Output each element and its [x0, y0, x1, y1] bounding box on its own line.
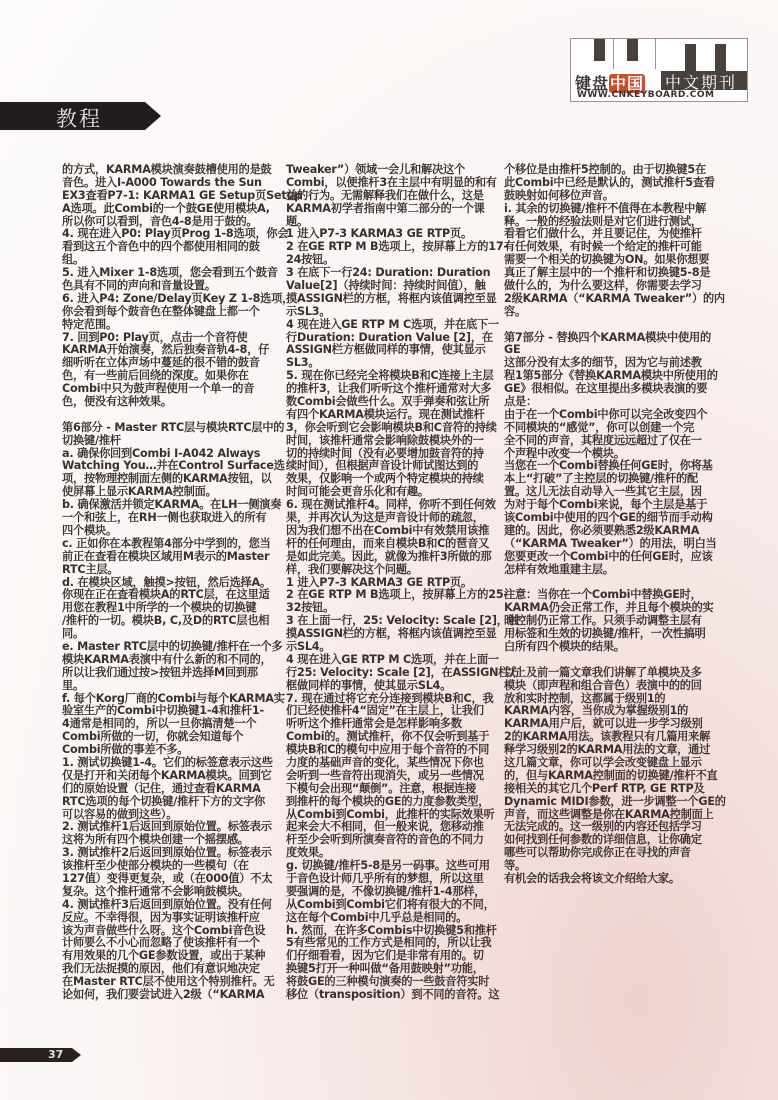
page-number: 37	[48, 1048, 64, 1061]
text-line: 这部分没有太多的细节，因为它与前述教	[504, 356, 702, 370]
text-line: 我们无法捉摸的原因，他们有意识地决定	[62, 962, 260, 976]
text-line: 摸ASSIGN栏的方框，将框内该值调控至显	[286, 291, 497, 305]
text-line: 前正在查看在模块区域用M表示的Master	[62, 549, 270, 563]
text-line: a. 确保你回到Combi I-A042 Always	[62, 446, 261, 460]
text-line: 度效果。	[286, 846, 330, 860]
text-line: 1. 测试切换键1-4。它们的标签意表示这些	[62, 755, 273, 769]
text-line: 这在每个Combi中几乎总是相同的。	[286, 910, 468, 924]
text-line: 时控制仍正常工作。只须手动调整主层有	[504, 614, 702, 628]
text-line: Tweaker”）领域一会儿和解决这个	[286, 163, 465, 176]
text-line: 2. 测试推杆1后返回到原始位置。标签表示	[62, 820, 272, 834]
text-line: 该为声音做些什么呀。这个Combi音色设	[62, 923, 266, 937]
text-line: KARMA开始演奏，然后独奏音轨4-8，仔	[62, 343, 270, 357]
text-line: 换键5打开一种叫做“备用鼓映射”功能，	[286, 962, 484, 976]
text-line: 5. 进入Mixer 1-8选项，您会看到五个鼓音	[62, 266, 278, 280]
text-line: 4 现在进入GE RTP M C选项，并在底下一	[286, 317, 499, 331]
text-line: g. 切换键/推杆5-8是另一码事。这些可用	[286, 859, 490, 873]
text-line: 细听听在立体声场中蔓延的很不错的鼓音	[62, 356, 260, 370]
text-line: Value[2]（持续时间：持续时间值），触	[286, 279, 486, 293]
text-line: 1 进入P7-3 KARMA3 GE RTP页。	[286, 227, 473, 241]
text-line: 6. 进入P4: Zone/Delay页Key Z 1-8选项，	[62, 291, 294, 305]
text-line: 以上及前一篇文章我们讲解了单模块及多	[504, 665, 702, 679]
text-line: 所以你可以看到，音色4-8是用于鼓的。	[62, 214, 258, 228]
text-line: 5. 现在你已经完全将模块B和C连接上主层	[286, 369, 494, 383]
text-line: 果，并再次认为这是声音设计师的疏忽，	[286, 511, 484, 525]
text-line: 该推杆至少使部分模块的一些模句（在	[62, 859, 249, 873]
text-line: 一个和弦上，在RH一侧也获取进入的所有	[62, 511, 267, 525]
text-line: 2 在GE RTP M B选项上，按屏幕上方的25-	[286, 588, 508, 602]
text-line: Combi所做的一切，你就会知道每个	[62, 730, 244, 744]
text-line: 模块（即声程和组合音色）表演中的的回	[504, 678, 702, 692]
text-line: 程1第5部分《替换KARMA模块中所使用的	[504, 369, 718, 383]
text-line: 32按钮。	[286, 601, 335, 615]
text-line: 你现在正在查看模块A的RTC层，在这里适	[62, 588, 270, 602]
text-line: A选项。此Combi的一个鼓GE使用模块A,	[62, 201, 270, 215]
text-line: 看到这五个音色中的四个都使用相同的鼓	[62, 240, 260, 254]
logo-url: WWW.CNKEYBOARD.COM	[577, 90, 715, 100]
page-number-tab	[0, 1048, 72, 1062]
text-line: 下模句会出现“颠倒”。注意，根据连接	[286, 781, 477, 795]
text-line: 7. 现在通过将它充分连接到模块B和C，我	[286, 691, 494, 705]
text-line: 示SL4。	[286, 639, 331, 653]
text-line: 到推杆的每个模块的GE的力度参数类型，	[286, 794, 490, 808]
text-line: 4. 现在进入P0: Play页Prog 1-8选项，你会	[62, 227, 289, 241]
text-line: 为对于每个Combi来说，每个主层是基于	[504, 498, 708, 512]
text-line: 这几篇文章，你可以学会改变键盘上显示	[504, 755, 702, 769]
text-line: Combi所做的事差不多。	[62, 743, 189, 757]
text-line: 2的KARMA用法。该教程只有几篇用来解	[504, 730, 711, 744]
text-line: 有四个KARMA模块运行。现在测试推杆	[286, 407, 485, 421]
text-line: 效果，仅影响一个或两个特定模块的持续	[286, 472, 484, 486]
text-line: 当您在一个Combi替换任何GE时，你将基	[504, 459, 713, 473]
text-line: 哪些可以帮助你完成你正在寻找的声音	[504, 846, 691, 860]
text-line: 有任何效果，有时候一个给定的推杆可能	[504, 240, 702, 254]
text-line: （“KARMA Tweaker”）的用法，明白当	[504, 536, 717, 550]
text-line: 容。	[504, 304, 526, 318]
text-line: Dynamic MIDI参数，进一步调整一个GE的	[504, 794, 726, 808]
text-line: 有用效果的几个GE参数设置，或出于某种	[62, 949, 266, 963]
text-line: 仅是打开和关闭每个KARMA模块。回到它	[62, 768, 272, 782]
text-line: 你会看到每个鼓音色在整体键盘上都一个	[62, 304, 260, 318]
text-line: 论如何，我们要尝试进入2级（“KARMA	[62, 988, 265, 1001]
text-line: 需要一个相关的切换键为ON。如果你想要	[504, 253, 710, 267]
text-line: e. Master RTC层中的切换键/推杆在一个多	[62, 639, 283, 653]
text-line: 5有些常见的工作方式是相同的，所以让我	[286, 936, 492, 950]
text-line: 的方式，KARMA模块演奏鼓槽使用的是鼓	[62, 163, 272, 176]
text-line: KARMA内容，当你成为掌握级别1的	[504, 704, 689, 718]
text-line: 行25: Velocity: Scale [2]，在ASSIGN栏方	[286, 665, 521, 679]
text-line: 第7部分 - 替换四个KARMA模块中使用的	[504, 330, 711, 344]
text-line: 真正了解主层中的一个推杆和切换键5-8是	[504, 266, 711, 280]
text-line: 本上“打破”了主控层的切换键/推杆的配	[504, 472, 698, 486]
text-line: 如何找到任何参数的详细信息，让你确定	[504, 833, 702, 847]
text-line: 在Master RTC层不使用这个特别推杆。无	[62, 975, 275, 989]
text-line: 127值）变得更复杂，或（在000值）不太	[62, 871, 273, 885]
text-line: 同。	[62, 627, 84, 641]
text-line: 注意：当你在一个Combi中替换GE时，	[504, 588, 702, 602]
text-line: i. 其余的切换键/推杆不值得在本教程中解	[504, 201, 707, 215]
text-line: 所以让我们通过按>按钮并选择M回到那	[62, 665, 258, 679]
text-line: GE》很相似。在这里提出多模块表演的要	[504, 382, 708, 396]
logo-magazine-name: 中文期刊	[665, 73, 738, 92]
text-line: 们的原始设置（记住，通过查看KARMA	[62, 781, 261, 795]
text-line: 模块B和C的模句中应用于每个音符的不同	[286, 743, 490, 757]
text-line: 杆至少会听到所演奏音符的音色的不同力	[286, 833, 484, 847]
text-line: 切的持续时间（没有必要增加鼓音符的持	[286, 446, 484, 460]
text-line: 的推杆3，让我们听听这个推杆通常对大多	[286, 382, 492, 396]
text-line: 四个模块。	[62, 523, 117, 537]
text-line: 该Combi中使用的四个GE的细节而手动构	[504, 511, 713, 525]
blank-line	[504, 654, 726, 667]
text-line: 色，便没有这种效果。	[62, 395, 172, 409]
text-line: 从Combi到Combi，此推杆的实际效果听	[286, 807, 495, 821]
text-line: 由于在一个Combi中你可以完全改变四个	[504, 407, 708, 421]
text-line: 点是：	[504, 395, 537, 409]
text-line: 1 进入P7-3 KARMA3 GE RTP页。	[286, 575, 473, 589]
text-line: EX3查看P7-1: KARMA1 GE Setup页Setup	[62, 188, 303, 202]
text-line: 做什么的，为什么要这样，你需要去学习	[504, 279, 702, 293]
text-line: 怎样有效地重建主层。	[504, 562, 614, 576]
text-line: 样，我们要解决这个问题。	[286, 562, 418, 576]
text-line: 们已经使推杆4“固定”在主层上，让我们	[286, 704, 484, 718]
text-line: 续时间），但根据声音设计师试图达到的	[286, 459, 479, 473]
text-line: 数Combi会做些什么。双手弹奏和弦让所	[286, 395, 490, 409]
blank-line	[504, 319, 726, 332]
text-line: Combi的。测试推杆，你不仅会听到基于	[286, 730, 490, 744]
text-line: 起来会大不相同，但一般来说，您移动推	[286, 820, 484, 834]
text-line: 会听到一些音符出现消失，或另一些情况	[286, 768, 484, 782]
logo-piano-key	[571, 39, 614, 69]
text-line: 4. 测试推杆3后返回到原始位置。没有任何	[62, 897, 272, 911]
text-line: 项，按物理控制面左侧的KARMA按钮，以	[62, 472, 272, 486]
text-line: 时间可能会更音乐化和有趣。	[286, 485, 429, 499]
text-line: b. 确保激活并锁定KARMA。在LH一侧演奏	[62, 498, 282, 512]
logo-black-key	[685, 44, 696, 71]
text-line: 等。	[504, 859, 526, 873]
text-line: 切换键/推杆	[62, 433, 121, 447]
text-line: 杆的任何理由，而来自模块B和C的琶音又	[286, 536, 490, 550]
text-line: d. 在模块区域，触摸>按钮，然后选择A。	[62, 575, 271, 589]
text-line: 4通常是相同的，所以一旦你搞清楚一个	[62, 717, 257, 731]
text-line: 此Combi中已经是默认的，测试推杆5查看	[504, 175, 715, 189]
text-line: 3 在底下一行24: Duration: Duration	[286, 266, 491, 280]
text-line: 听听这个推杆通常会是怎样影响多数	[286, 717, 462, 731]
text-line: 个声程中改变一个模块。	[504, 446, 625, 460]
text-line: 移位（transposition）到不同的音符。这	[286, 988, 500, 1001]
text-line: KARMA初学者指南中第二部分的一个课	[286, 201, 485, 215]
text-line: RTC主层。	[62, 562, 119, 576]
text-line: Combi中只为鼓声程使用一个单一的音	[62, 382, 255, 396]
text-line: GE	[504, 343, 521, 357]
text-line: 里。	[62, 678, 84, 692]
text-line: 益的行为。无需解释我们在做什么，这是	[286, 188, 484, 202]
text-line: 验室生产的Combi中切换键1-4和推杆1-	[62, 704, 264, 718]
text-line: 这将为所有四个模块创建一个摇摆感。	[62, 833, 249, 847]
text-line: 第6部分 - Master RTC层与模块RTC层中的	[62, 420, 285, 434]
text-line: 用您在教程1中所学的一个模块的切换键	[62, 601, 257, 615]
text-line: 3. 测试推杆2后返回到原始位置。标签表示	[62, 846, 272, 860]
text-line: 要强调的是，不像切换键/推杆1-4那样，	[286, 884, 486, 898]
text-line: /推杆的一切。模块B, C,及D的RTC层也相	[62, 614, 270, 628]
magazine-logo	[570, 38, 748, 102]
text-line: 看看它们做什么，并且要记住，为使推杆	[504, 227, 702, 241]
text-line: 框做同样的事情，使其显示SL4。	[286, 678, 452, 692]
text-line: 2级KARMA（“KARMA Tweaker”）的内	[504, 291, 725, 305]
text-line: 无法完成的。这一级别的内容还包括学习	[504, 820, 702, 834]
text-line: 鼓映射如何移位声音。	[504, 188, 614, 202]
text-line: 是如此完美。因此，就像为推杆3所做的那	[286, 549, 492, 563]
text-line: 释学习级别2的KARMA用法的文章，通过	[504, 743, 711, 757]
text-line: 有机会的话我会将该文介绍给大家。	[504, 871, 680, 885]
text-line: 声音，而这些调整是你在KARMA控制面上	[504, 807, 714, 821]
text-line: 计师要么不小心而忽略了使该推杆有一个	[62, 936, 260, 950]
text-line: 于音色设计师几乎所有的梦想，所以这里	[286, 871, 484, 885]
text-line: 从Combi到Combi它们将有很大的不同，	[286, 897, 495, 911]
logo-black-key	[627, 39, 638, 61]
text-line: ASSIGN栏方框做同样的事情，使其显示	[286, 343, 486, 357]
text-line: SL3。	[286, 356, 320, 370]
text-line: 特定范围。	[62, 317, 117, 331]
section-header	[0, 102, 145, 130]
text-line: 因为我们想不出在Combi中有效禁用该推	[286, 523, 490, 537]
text-line: 色，有一些前后回绕的深度。如果你在	[62, 369, 249, 383]
text-line: 将鼓GE的三种模句演奏的一些鼓音符实时	[286, 975, 490, 989]
text-line: RTC选项的每个切换键/推杆下方的文字你	[62, 794, 266, 808]
text-line: 3，你会听到它会影响模块B和C音符的持续	[286, 420, 497, 434]
text-line: 建的。因此，你必须要熟悉2级KARMA	[504, 523, 700, 537]
text-line: h. 然而，在许多Combis中切换键5和推杆	[286, 923, 497, 937]
text-line: 示SL3。	[286, 304, 331, 318]
blank-line	[62, 409, 284, 422]
text-line: 题。	[286, 214, 308, 228]
text-line: 2 在GE RTP M B选项上，按屏幕上方的17-	[286, 240, 508, 254]
text-line: 使屏幕上显示KARMA控制面。	[62, 485, 217, 499]
text-line: 复杂。这个推杆通常不会影响鼓模块。	[62, 884, 249, 898]
text-line: 力度的基础声音的变化，某些情况下你也	[286, 755, 484, 769]
text-line: 不同模块的“感觉”，你可以创建一个完	[504, 420, 695, 434]
text-line: 6. 现在测试推杆4。同样，你听不到任何效	[286, 498, 496, 512]
text-line: 的，但与KARMA控制面的切换键/推杆不直	[504, 768, 718, 782]
text-line: 们仔细看看，因为它们是非常有用的。切	[286, 949, 484, 963]
text-line: 时间，该推杆通常会影响除鼓模块外的一	[286, 433, 484, 447]
text-line: 反应。不幸得很，因为事实证明该推杆应	[62, 910, 260, 924]
text-line: 白所有四个模块的结果。	[504, 639, 625, 653]
text-line: 可以容易的做到这些）。	[62, 807, 178, 821]
logo-black-key	[715, 44, 726, 71]
text-line: 您要更改一个Combi中的任何GE时，应该	[504, 549, 713, 563]
text-line: c. 正如你在本教程第4部分中学到的，您当	[62, 536, 271, 550]
text-line: KARMA仍会正常工作，并且每个模块的实	[504, 601, 714, 615]
text-line: 释。一般的经验法则是对它们进行测试，	[504, 214, 702, 228]
text-line: 模块KARMA表演中有什么新的和不同的，	[62, 652, 272, 666]
text-line: Combi，以便推杆3在主层中有明显的和有	[286, 175, 497, 189]
text-line: f. 每个Korg厂商的Combi与每个KARMA实	[62, 691, 285, 705]
text-line: 摸ASSIGN栏的方框，将框内该值调控至显	[286, 627, 497, 641]
text-line: Watching You…并在Control Surface选	[62, 459, 285, 473]
text-line: 音色。进入I-A000 Towards the Sun	[62, 175, 262, 189]
text-line: 组。	[62, 253, 84, 267]
text-line: 放和实时控制，这都属于级别1的	[504, 691, 666, 705]
text-line: 24按钮。	[286, 253, 335, 267]
text-line: 个移位是由推杆5控制的。由于切换键5在	[504, 163, 706, 176]
text-line: 全不同的声音，其程度远远超过了仅在一	[504, 433, 702, 447]
text-line: 4 现在进入GE RTP M C选项，并在上面一	[286, 652, 499, 666]
article-column-3	[504, 164, 726, 886]
logo-brand: 键盘中国	[575, 74, 645, 93]
text-line: 用标签和生效的切换键/推杆，一次性搞明	[504, 627, 706, 641]
logo-black-key	[594, 39, 605, 61]
text-line: 3 在上面一行，25: Velocity: Scale [2]，触	[286, 614, 519, 628]
text-line: 7. 回到P0: Play页，点击一个音符使	[62, 330, 248, 344]
text-line: 行Duration: Duration Value [2]，在	[286, 330, 493, 344]
text-line: KARMA用户后，就可以进一步学习级别	[504, 717, 703, 731]
section-title: 教程	[56, 107, 102, 131]
text-line: 接相关的其它几个Perf RTP, GE RTP及	[504, 781, 705, 795]
text-line: 置。这儿无法自动导入一些其它主层，因	[504, 485, 702, 499]
text-line: 色具有不同的声向和音量设置。	[62, 279, 216, 293]
